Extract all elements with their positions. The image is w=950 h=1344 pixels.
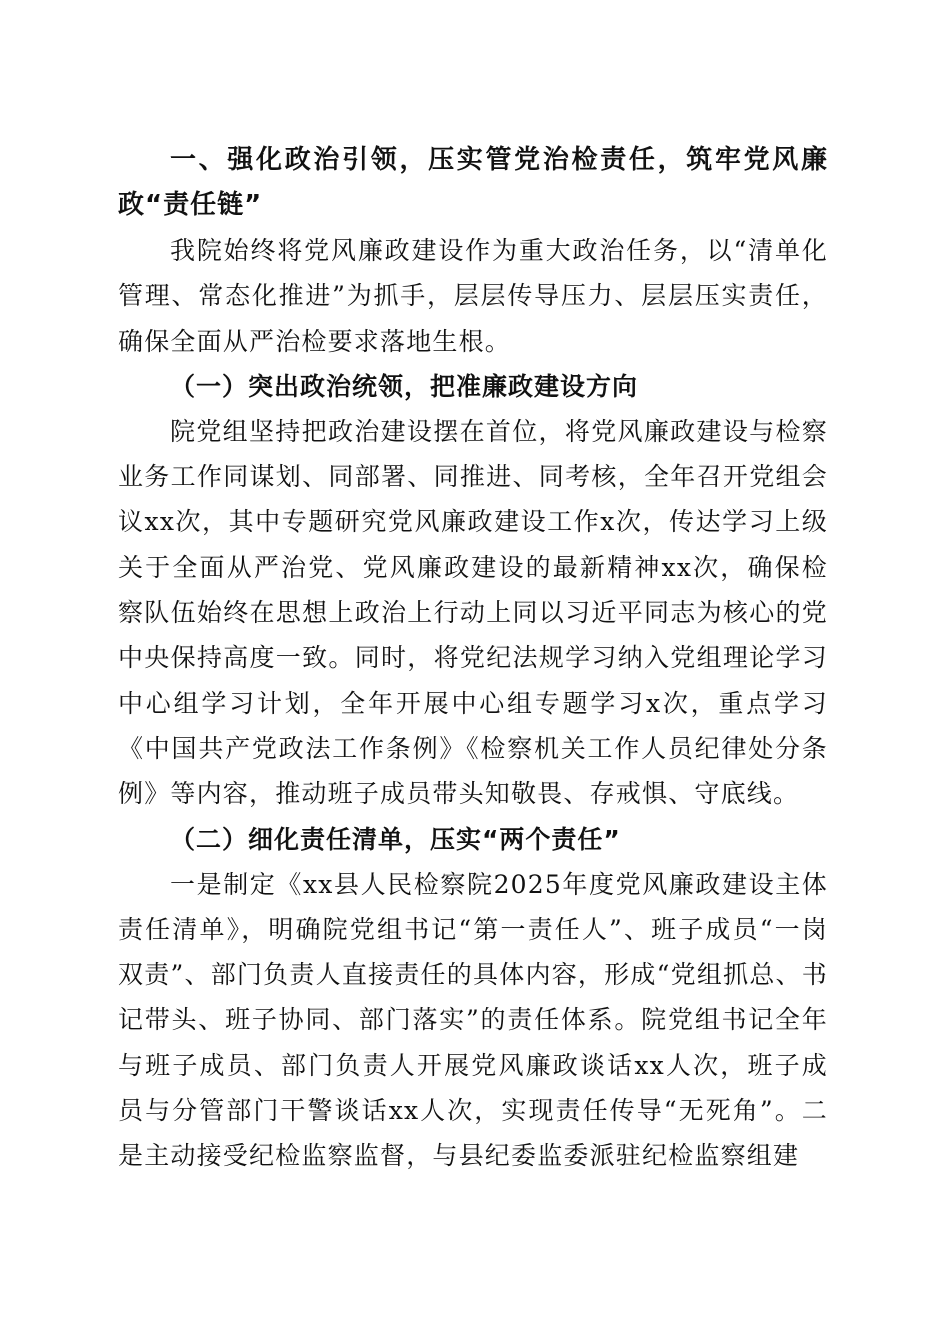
subsection-paragraph-1: 院党组坚持把政治建设摆在首位，将党风廉政建设与检察业务工作同谋划、同部署、同推进、同考核，全年召开党组会议xx次，其中专题研究党风廉政建设工作x次，传达学习上级关于全面从严治党、党风廉政建设的最新精神xx次，确保检察队伍始终在思想上政治上行动上同以习近平同志为核心的党中央保持高度一致。同时，将党纪法规学习纳入党组理论学习中心组学习计划，全年开展中心组专题学习x次，重点学习《中国共产党政法工作条例》《检察机关工作人员纪律处分条例》等内容，推动班子成员带头知敬畏、存戒惧、守底线。 (118, 416, 828, 809)
subsection-paragraph-2: 一是制定《xx县人民检察院2025年度党风廉政建设主体责任清单》，明确院党组书记“第一责任人”、班子成员“一岗双责”、部门负责人直接责任的具体内容，形成“党组抓总、书记带头、班子协同、部门落实”的责任体系。院党组书记全年与班子成员、部门负责人开展党风廉政谈话xx人次，班子成员与分管部门干警谈话xx人次，实现责任传导“无死角”。二是主动接受纪检监察监督，与县纪委监委派驻纪检监察组建 (118, 869, 828, 1171)
section-heading: 一、强化政治引领，压实管党治检责任，筑牢党风廉政“责任链” (118, 145, 828, 220)
document-body (118, 138, 828, 1179)
subsection-heading-1: （一）突出政治统领，把准廉政建设方向 (170, 371, 639, 401)
section-intro-paragraph: 我院始终将党风廉政建设作为重大政治任务，以“清单化管理、常态化推进”为抓手，层层传导压力、层层压实责任，确保全面从严治检要求落地生根。 (118, 236, 828, 356)
subsection-heading-2: （二）细化责任清单，压实“两个责任” (170, 824, 621, 854)
